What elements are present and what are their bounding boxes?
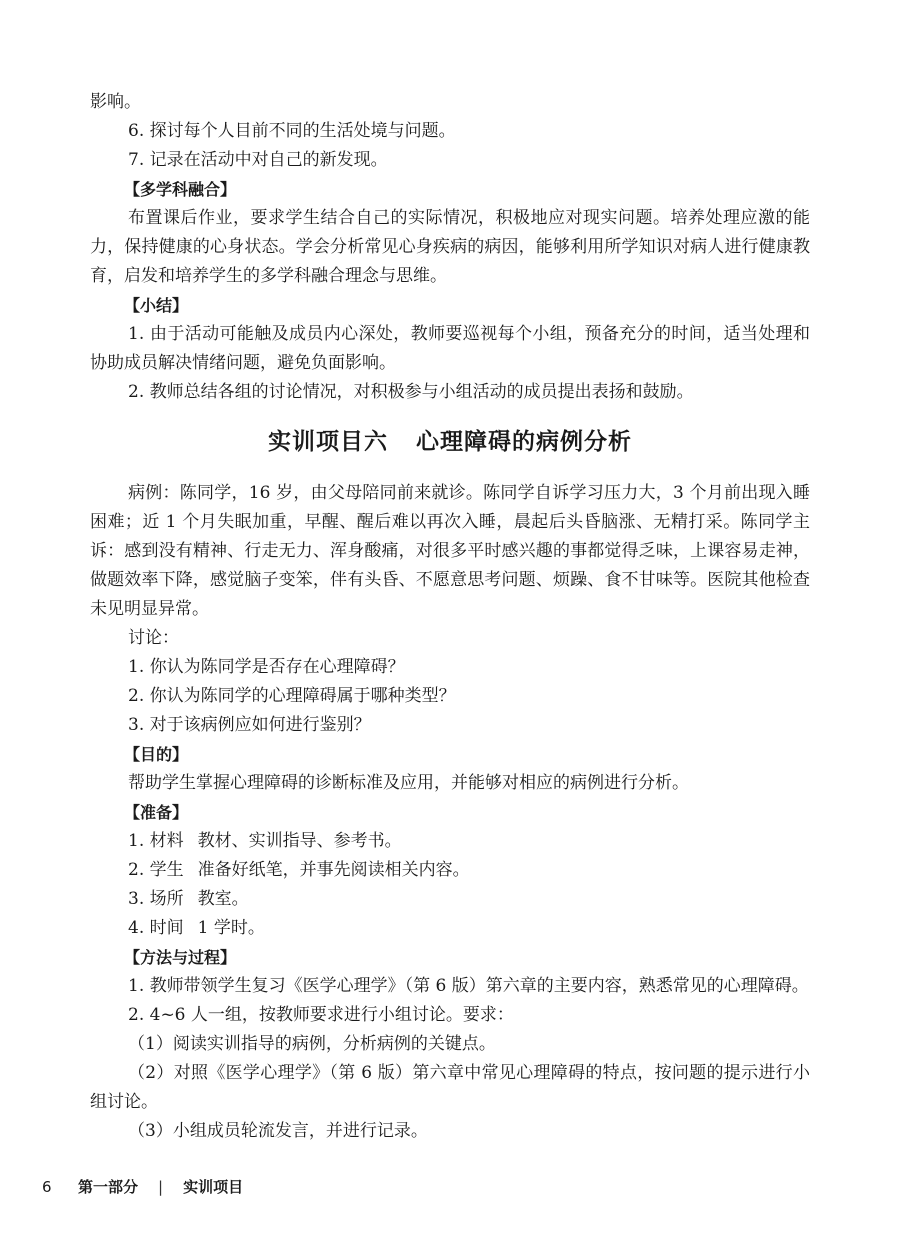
multidisciplinary-paragraph: 布置课后作业，要求学生结合自己的实际情况，积极地应对现实问题。培养处理应激的能力，保持健康的心身状态。学会分析常见心身疾病的病因，能够利用所学知识对病人进行健康教育，启发和培养学生的多学科融合理念与思维。 [90, 208, 810, 286]
section-heading-method: 【方法与过程】 [124, 948, 237, 967]
section-heading-multidisciplinary: 【多学科融合】 [124, 180, 237, 199]
preparation-value: 教室。 [197, 889, 249, 909]
footer-part-label: 第一部分 [78, 1178, 139, 1196]
method-item: 1. 教师带领学生复习《医学心理学》（第 6 版）第六章的主要内容，熟悉常见的心理障碍。 [128, 976, 809, 996]
discussion-label: 讨论： [128, 628, 179, 648]
preparation-value: 1 学时。 [197, 918, 265, 938]
preparation-value: 教材、实训指导、参考书。 [197, 831, 402, 851]
list-item: 6. 探讨每个人目前不同的生活处境与问题。 [128, 121, 456, 141]
project-title [90, 425, 810, 459]
preparation-value: 准备好纸笔，并事先阅读相关内容。 [197, 860, 470, 880]
continuation-text: 影响。 [90, 92, 141, 112]
preparation-label: 3. 场所 [128, 889, 184, 909]
footer-section-label: 实训项目 [183, 1178, 244, 1196]
method-item: （3）小组成员轮流发言，并进行记录。 [128, 1121, 428, 1141]
purpose-paragraph: 帮助学生掌握心理障碍的诊断标准及应用，并能够对相应的病例进行分析。 [128, 773, 689, 793]
case-paragraph: 病例：陈同学，16 岁，由父母陪同前来就诊。陈同学自诉学习压力大，3 个月前出现入睡困难；近 1 个月失眠加重，早醒、醒后难以再次入睡，晨起后头昏脑涨、无精打采。陈同学主诉：感到没有精神、行走无力、浑身酸痛，对很多平时感兴趣的事都觉得乏味，上课容易走神，做题效率下降，感觉脑子变笨，伴有头昏、不愿意思考问题、烦躁、食不甘味等。医院其他检查未见明显异常。 [90, 483, 810, 619]
list-item: 7. 记录在活动中对自己的新发现。 [128, 150, 388, 170]
preparation-label: 1. 材料 [128, 831, 184, 851]
project-title-number: 实训项目六 [268, 429, 388, 455]
footer-separator: | [158, 1177, 164, 1196]
project-title-name: 心理障碍的病例分析 [416, 429, 632, 455]
section-heading-purpose: 【目的】 [124, 745, 189, 764]
preparation-label: 2. 学生 [128, 860, 184, 880]
page-number: 6 [42, 1177, 52, 1196]
summary-item: 2. 教师总结各组的讨论情况，对积极参与小组活动的成员提出表扬和鼓励。 [128, 382, 694, 402]
page-body [90, 88, 810, 1146]
preparation-item [90, 856, 810, 885]
preparation-item [90, 885, 810, 914]
method-item: 2. 4~6 人一组，按教师要求进行小组讨论。要求： [128, 1005, 514, 1025]
question-item: 1. 你认为陈同学是否存在心理障碍？ [128, 657, 405, 677]
page-footer [42, 1176, 243, 1197]
section-heading-summary: 【小结】 [124, 296, 189, 315]
preparation-item [90, 914, 810, 943]
question-item: 3. 对于该病例应如何进行鉴别？ [128, 715, 371, 735]
preparation-item [90, 827, 810, 856]
method-item: （2）对照《医学心理学》（第 6 版）第六章中常见心理障碍的特点，按问题的提示进行小组讨论。 [90, 1063, 810, 1112]
method-item: （1）阅读实训指导的病例，分析病例的关键点。 [128, 1034, 496, 1054]
section-heading-preparation: 【准备】 [124, 803, 189, 822]
question-item: 2. 你认为陈同学的心理障碍属于哪种类型？ [128, 686, 456, 706]
summary-item: 1. 由于活动可能触及成员内心深处，教师要巡视每个小组，预备充分的时间，适当处理和协助成员解决情绪问题，避免负面影响。 [90, 324, 810, 373]
preparation-label: 4. 时间 [128, 918, 184, 938]
